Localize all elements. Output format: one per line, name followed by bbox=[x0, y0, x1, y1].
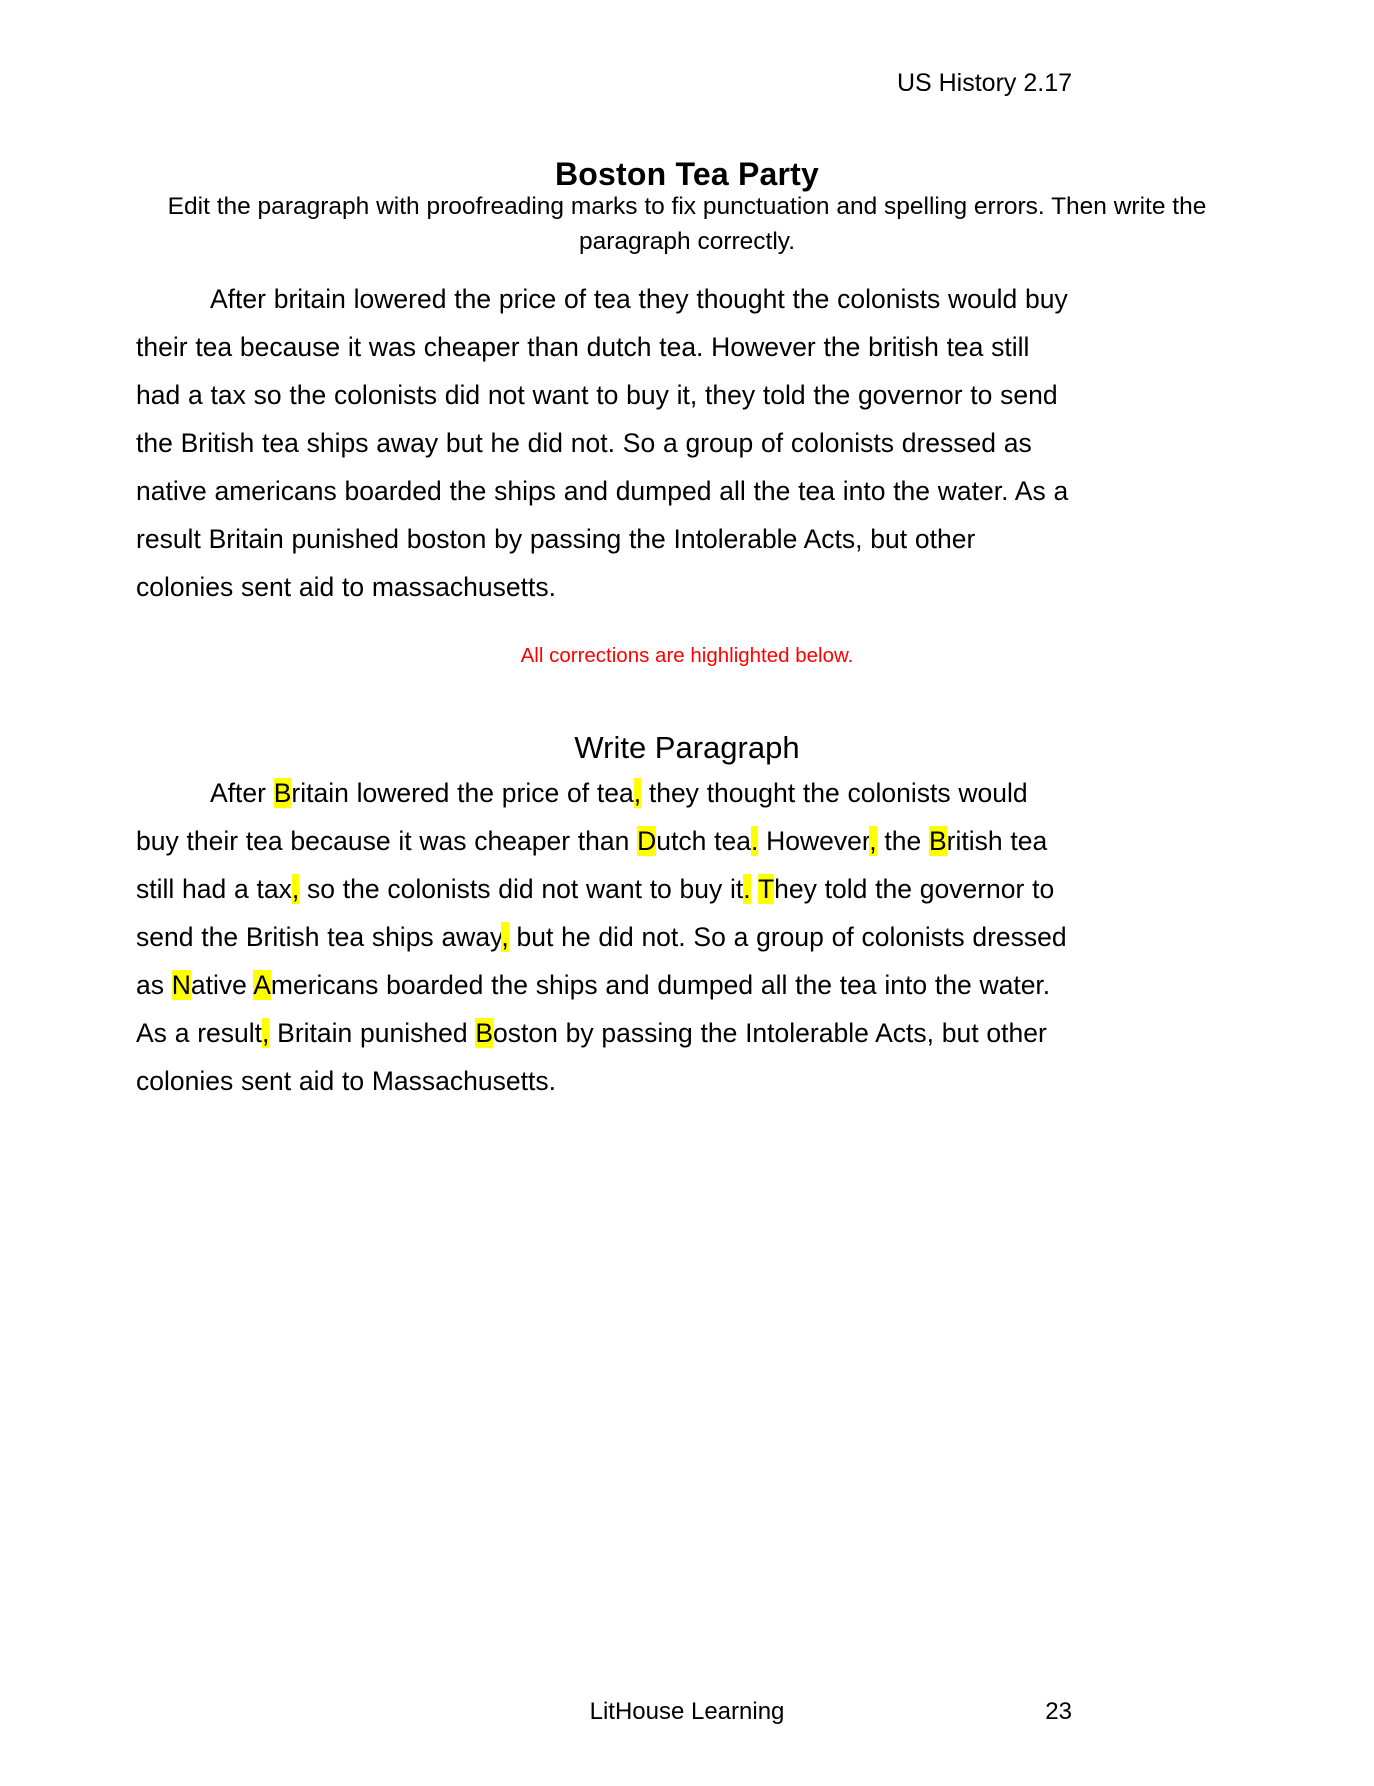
instructions-text: Edit the paragraph with proofreading marks to fix punctuation and spelling errors. Then write the paragraph correctly. bbox=[167, 193, 1207, 255]
error-paragraph: After britain lowered the price of tea they thought the colonists would buy their tea because it was cheaper than dutch tea. However the british tea still had a tax so the colonists did not want to buy it, they told the governor to send the British tea ships away but he did not. So a group of colonists dressed as native americans boarded the ships and dumped all the tea into the water. As a result Britain punished boston by passing the Intolerable Acts, but other colonies sent aid to massachusetts. bbox=[136, 284, 1069, 602]
highlighted-correction: . bbox=[743, 874, 751, 904]
highlighted-correction: . bbox=[750, 826, 759, 856]
paragraph-text: mericans boarded the ships and dumped all the tea into the water. As a result bbox=[136, 970, 1051, 1048]
paragraph-text bbox=[751, 874, 758, 904]
highlighted-correction: N bbox=[171, 970, 191, 1000]
paragraph-text: After bbox=[210, 778, 274, 808]
highlighted-correction: , bbox=[291, 874, 300, 904]
highlighted-correction: D bbox=[637, 826, 657, 856]
highlighted-correction: , bbox=[262, 1018, 270, 1048]
section-heading-write-paragraph: Write Paragraph bbox=[574, 729, 800, 765]
course-header: US History 2.17 bbox=[896, 69, 1072, 97]
highlighted-correction: B bbox=[273, 778, 292, 808]
paragraph-text: oston by passing the Intolerable Acts, but other colonies sent aid to Massachusetts. bbox=[136, 1018, 1047, 1096]
paragraph-text: hey told the governor to send the British tea ships away bbox=[136, 874, 1055, 952]
highlighted-correction: A bbox=[253, 970, 271, 1000]
paragraph-text: so the colonists did not want to buy it bbox=[299, 874, 744, 904]
paragraph-text: utch tea bbox=[656, 826, 751, 856]
paragraph-text: ritish tea still had a tax bbox=[136, 826, 1048, 904]
highlighted-correction: T bbox=[757, 874, 775, 904]
paragraph-text: the bbox=[876, 826, 929, 856]
paragraph-text: However bbox=[758, 826, 870, 856]
corrections-note-text: All corrections are highlighted below. bbox=[520, 644, 854, 667]
highlighted-correction: , bbox=[633, 778, 642, 808]
highlighted-correction: B bbox=[928, 826, 947, 856]
paragraph-text: ritain lowered the price of tea bbox=[291, 778, 634, 808]
footer-page-number: 23 bbox=[1045, 1698, 1072, 1725]
page-footer bbox=[0, 1666, 1374, 1786]
highlighted-correction: , bbox=[869, 826, 877, 856]
corrections-note bbox=[0, 643, 1374, 670]
highlighted-correction: B bbox=[475, 1018, 494, 1048]
page-title: Boston Tea Party bbox=[555, 156, 819, 193]
footer-brand: LitHouse Learning bbox=[589, 1698, 785, 1725]
paragraph-text: ative bbox=[190, 970, 254, 1000]
paragraph-text: Britain punished bbox=[269, 1018, 476, 1048]
corrected-paragraph bbox=[136, 769, 1072, 1105]
highlighted-correction: , bbox=[501, 922, 509, 952]
paragraph-text: they thought the colonists would buy their tea because it was cheaper than bbox=[136, 778, 1028, 856]
paragraph-text: but he did not. So a group of colonists dressed as bbox=[136, 922, 1067, 1000]
